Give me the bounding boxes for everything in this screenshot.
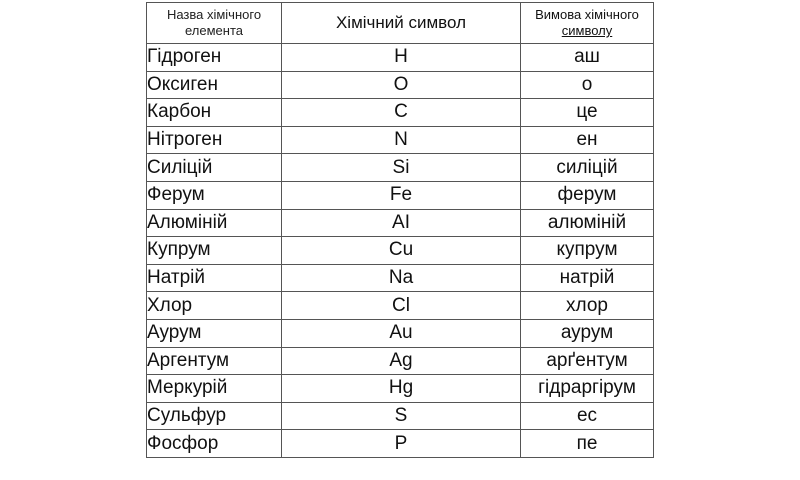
chemical-symbol-cell: Au (282, 319, 521, 347)
table-row (147, 237, 654, 265)
table-row (147, 44, 654, 72)
pronunciation-cell: арґентум (521, 347, 654, 375)
element-name-cell: Меркурій (147, 375, 282, 403)
table-row (147, 292, 654, 320)
chemical-elements-table (146, 2, 654, 458)
element-name-cell: Силіцій (147, 154, 282, 182)
header-chemical-symbol: Хімічний символ (282, 3, 521, 44)
table-row (147, 181, 654, 209)
element-name-cell: Купрум (147, 237, 282, 265)
element-name-cell: Карбон (147, 99, 282, 127)
element-name-cell: Ферум (147, 181, 282, 209)
table-row (147, 126, 654, 154)
chemical-symbol-cell: Cu (282, 237, 521, 265)
table-row (147, 319, 654, 347)
header-row (147, 3, 654, 44)
header-pronunciation (521, 3, 654, 44)
pronunciation-cell: алюміній (521, 209, 654, 237)
table-row (147, 430, 654, 458)
pronunciation-cell: це (521, 99, 654, 127)
chemical-symbol-cell: Na (282, 264, 521, 292)
chemical-symbol-cell: AI (282, 209, 521, 237)
element-name-cell: Фосфор (147, 430, 282, 458)
header-pronunciation-line1: Вимова хімічного (535, 7, 639, 22)
pronunciation-cell: пе (521, 430, 654, 458)
table-row (147, 209, 654, 237)
element-name-cell: Сульфур (147, 402, 282, 430)
table-row (147, 71, 654, 99)
element-name-cell: Аргентум (147, 347, 282, 375)
table-row (147, 347, 654, 375)
chemical-symbol-cell: Fe (282, 181, 521, 209)
chemical-symbol-cell: Hg (282, 375, 521, 403)
chemical-symbol-cell: C (282, 99, 521, 127)
chemical-symbol-cell: Ag (282, 347, 521, 375)
header-element-name-line1: Назва хімічного (166, 7, 262, 22)
chemical-symbol-cell: Cl (282, 292, 521, 320)
pronunciation-cell: хлор (521, 292, 654, 320)
pronunciation-cell: аш (521, 44, 654, 72)
table-row (147, 402, 654, 430)
chemical-symbol-cell: N (282, 126, 521, 154)
table-row (147, 99, 654, 127)
element-name-cell: Алюміній (147, 209, 282, 237)
chemical-symbol-cell: O (282, 71, 521, 99)
pronunciation-cell: ен (521, 126, 654, 154)
pronunciation-cell: гідраргірум (521, 375, 654, 403)
element-name-cell: Хлор (147, 292, 282, 320)
element-name-cell: Аурум (147, 319, 282, 347)
pronunciation-cell: силіцій (521, 154, 654, 182)
chemical-symbol-cell: Si (282, 154, 521, 182)
pronunciation-cell: аурум (521, 319, 654, 347)
chemical-symbol-cell: H (282, 44, 521, 72)
pronunciation-cell: ферум (521, 181, 654, 209)
table-row (147, 154, 654, 182)
element-name-cell: Натрій (147, 264, 282, 292)
header-element-name-line2: елемента (185, 23, 243, 38)
pronunciation-cell: натрій (521, 264, 654, 292)
element-name-cell: Гідроген (147, 44, 282, 72)
element-name-cell: Нітроген (147, 126, 282, 154)
header-pronunciation-line2: символу (561, 23, 613, 38)
table-row (147, 375, 654, 403)
pronunciation-cell: ес (521, 402, 654, 430)
chemical-symbol-cell: S (282, 402, 521, 430)
pronunciation-cell: купрум (521, 237, 654, 265)
element-name-cell: Оксиген (147, 71, 282, 99)
chemical-symbol-cell: P (282, 430, 521, 458)
table-row (147, 264, 654, 292)
header-element-name (147, 3, 282, 44)
pronunciation-cell: о (521, 71, 654, 99)
